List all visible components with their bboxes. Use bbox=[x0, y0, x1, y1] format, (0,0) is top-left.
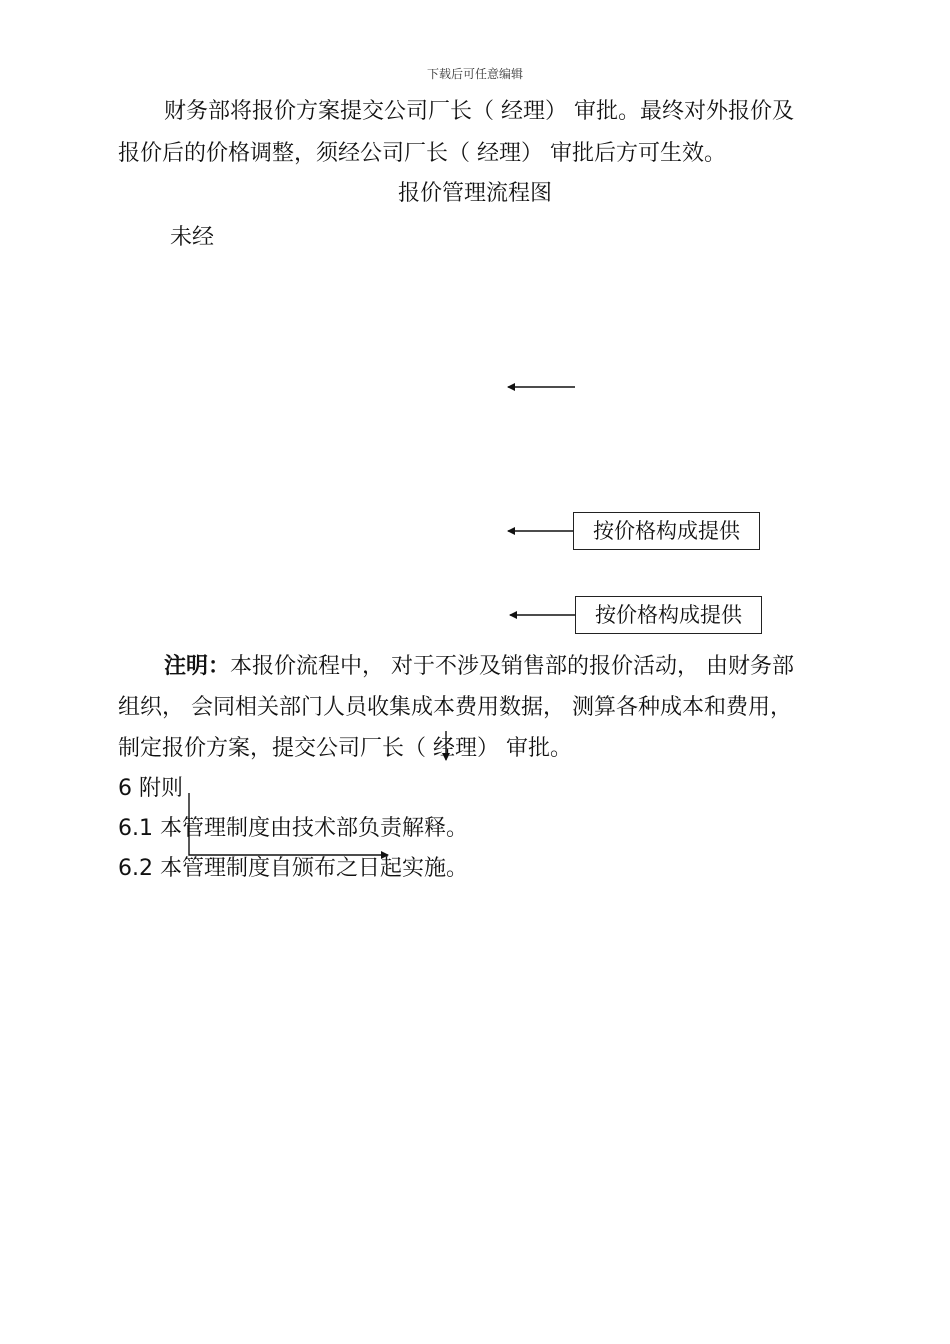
note-line-2: 组织， 会同相关部门人员收集成本费用数据， 测算各种成本和费用， bbox=[118, 695, 792, 720]
intro-line-1: 财务部将报价方案提交公司厂长（ 经理） 审批。最终对外报价及 bbox=[164, 99, 794, 124]
appendix-item-1: 6.1 本管理制度由技术部负责解释。 bbox=[118, 816, 468, 841]
note-line-1-text: 本报价流程中， 对于不涉及销售部的报价活动， 由财务部 bbox=[230, 654, 795, 679]
note-label: 注明： bbox=[164, 654, 231, 679]
appendix-heading: 6 附则 bbox=[118, 776, 183, 801]
appendix-item-2: 6.2 本管理制度自颁布之日起实施。 bbox=[118, 856, 468, 881]
flowchart-box-1: 按价格构成提供 bbox=[573, 512, 760, 550]
flowchart-label-unapproved: 未经 bbox=[170, 225, 215, 250]
intro-line-2: 报价后的价格调整，须经公司厂长（ 经理） 审批后方可生效。 bbox=[118, 141, 726, 166]
note-line-3: 制定报价方案，提交公司厂长（ 经理） 审批。 bbox=[118, 736, 572, 761]
flowchart-box-2: 按价格构成提供 bbox=[575, 596, 762, 634]
flowchart-title: 报价管理流程图 bbox=[397, 181, 552, 206]
header-note: 下载后可任意编辑 bbox=[426, 67, 523, 81]
note-line-1 bbox=[164, 654, 794, 680]
